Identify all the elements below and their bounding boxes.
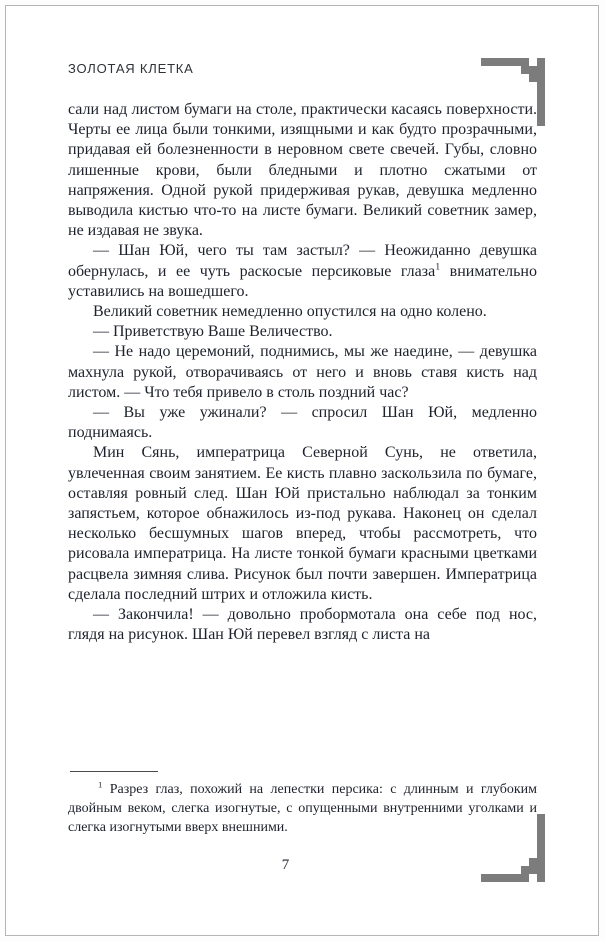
footnote-separator	[70, 771, 158, 772]
paragraph: — Шан Юй, чего ты там застыл? — Неожиданно девушка обернулась, и ее чуть раскосые персиковые глаза$^1$ внимательно уставились на вошедшего.	[68, 242, 537, 300]
running-header: ЗОЛОТАЯ КЛЕТКА	[68, 61, 194, 76]
paragraph: Великий советник немедленно опустился на одно колено.	[93, 303, 487, 321]
footnote-marker: 1	[98, 779, 103, 790]
footnote	[68, 771, 537, 837]
footnote-ref: 1	[435, 261, 441, 273]
footnote-body: Разрез глаз, похожий на лепестки персика: с длинным и глубоким двойным веком, слегка изогнутые, с опущенными внутренними уголками и слегка изогнутыми вверх внешними.	[68, 782, 537, 835]
paragraph: — Не надо церемоний, поднимись, мы же наедине, — девушка махнула рукой, отворачиваясь от него и вновь ставя кисть над листом. — Что тебя привело в столь поздний час?	[68, 343, 537, 401]
paragraph: — Приветствую Ваше Величество.	[93, 323, 333, 341]
body-text	[68, 100, 537, 645]
paragraph: сали над листом бумаги на столе, практически касаясь поверхности. Черты ее лица были тонкими, изящными и как будто прозрачными, придавая ей болезненности в неровном свете свечей. Губы, словно лишенные крови, были бледными и плотно сжатыми от напряжения. Одной рукой придерживая рукав, девушка медленно выводила кистью что-то на листе бумаги. Великий советник замер, не издавая не звука.	[68, 101, 537, 240]
page-number: 7	[281, 857, 290, 873]
footnote-text	[68, 780, 537, 837]
paragraph: — Вы уже ужинали? — спросил Шан Юй, медленно поднимаясь.	[68, 404, 537, 442]
paragraph: Мин Сянь, императрица Северной Сунь, не ответила, увлеченная своим занятием. Ее кисть плавно заскользила по бумаге, оставляя ровный след. Шан Юй пристально наблюдал за тонким запястьем, которое обнажилось из-под рукава. Наконец он сделал несколько бесшумных шагов вперед, чтобы рассмотреть, что рисовала императрица. На листе тонкой бумаги красными цветками расцвела зимняя слива. Рисунок был почти завершен. Императрица сделала последний штрих и отложила кисть.	[68, 444, 537, 603]
paragraph: — Закончила! — довольно пробормотала она себе под нос, глядя на рисунок. Шан Юй перевел взгляд с листа на	[68, 606, 537, 644]
